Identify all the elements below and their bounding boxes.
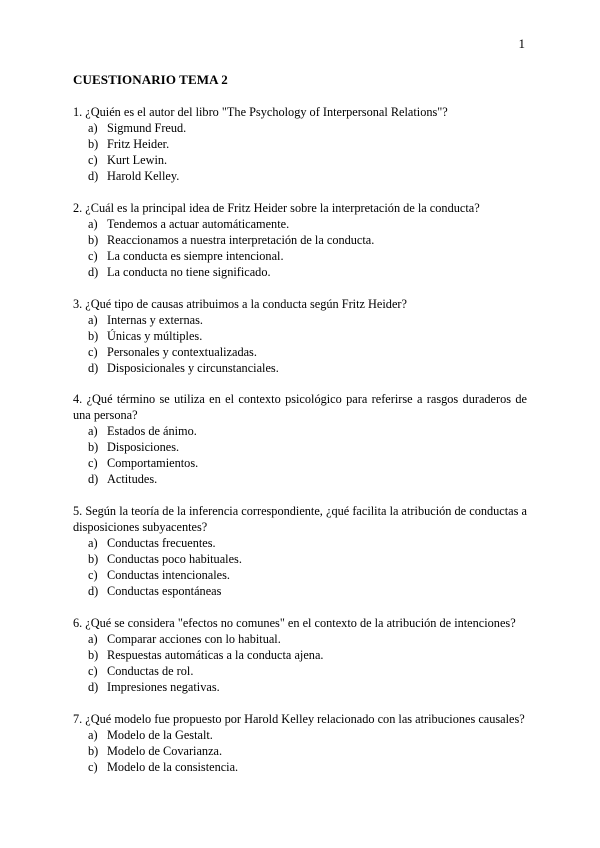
answer-option xyxy=(73,152,527,168)
option-letter: c) xyxy=(88,456,98,471)
answer-option xyxy=(73,328,527,344)
option-text: Conductas espontáneas xyxy=(107,584,222,599)
option-text: Fritz Heider. xyxy=(107,137,170,151)
option-letter: d) xyxy=(88,584,99,599)
option-letter: b) xyxy=(88,743,99,758)
option-list xyxy=(73,631,527,695)
question-text: 3. ¿Qué tipo de causas atribuimos a la conducta según Fritz Heider? xyxy=(73,296,407,311)
option-text: Reaccionamos a nuestra interpretación de la conducta. xyxy=(107,232,375,247)
answer-option xyxy=(73,264,527,280)
answer-option xyxy=(73,567,527,583)
answer-option xyxy=(73,535,527,551)
answer-option xyxy=(73,551,527,567)
answer-option xyxy=(73,168,527,184)
option-letter: d) xyxy=(88,360,99,375)
answer-option xyxy=(73,679,527,695)
option-list xyxy=(73,216,527,280)
answer-option xyxy=(73,583,527,599)
option-text: La conducta no tiene significado. xyxy=(107,264,271,279)
option-text: Modelo de la Gestalt. xyxy=(107,727,213,742)
option-letter: b) xyxy=(88,328,99,343)
question-text: 4. ¿Qué término se utiliza en el contexto psicológico para referirse a rasgos duraderos de una persona? xyxy=(73,392,527,423)
option-text: Conductas frecuentes. xyxy=(107,536,216,551)
option-letter: a) xyxy=(88,631,98,646)
answer-option xyxy=(73,120,527,136)
answer-option xyxy=(73,439,527,455)
option-letter: d) xyxy=(88,169,99,183)
option-text: Tendemos a actuar automáticamente. xyxy=(107,216,290,231)
option-letter: a) xyxy=(88,424,98,439)
option-letter: d) xyxy=(88,472,99,487)
option-list xyxy=(73,727,527,775)
answer-option xyxy=(73,344,527,360)
option-letter: c) xyxy=(88,248,98,263)
option-text: Actitudes. xyxy=(107,472,158,487)
option-text: Únicas y múltiples. xyxy=(107,328,203,343)
option-text: Estados de ánimo. xyxy=(107,424,197,439)
question-text: 5. Según la teoría de la inferencia correspondiente, ¿qué facilita la atribución de conductas a disposiciones subyacentes? xyxy=(73,504,527,535)
option-list xyxy=(73,120,527,184)
option-letter: c) xyxy=(88,663,98,678)
question-6 xyxy=(73,615,527,695)
option-text: Personales y contextualizadas. xyxy=(107,344,257,359)
option-text: Disposicionales y circunstanciales. xyxy=(107,360,279,375)
answer-option xyxy=(73,471,527,487)
answer-option xyxy=(73,647,527,663)
option-letter: c) xyxy=(88,759,98,774)
answer-option xyxy=(73,216,527,232)
option-text: La conducta es siempre intencional. xyxy=(107,248,284,263)
option-text: Disposiciones. xyxy=(107,440,180,455)
answer-option xyxy=(73,360,527,376)
document-title: CUESTIONARIO TEMA 2 xyxy=(73,72,228,87)
option-letter: b) xyxy=(88,552,99,567)
option-text: Comparar acciones con lo habitual. xyxy=(107,631,281,646)
question-1 xyxy=(73,104,527,184)
question-text: 6. ¿Qué se considera "efectos no comunes" en el contexto de la atribución de intenciones? xyxy=(73,615,516,630)
answer-option xyxy=(73,455,527,471)
question-text: 2. ¿Cuál es la principal idea de Fritz Heider sobre la interpretación de la conducta? xyxy=(73,200,480,215)
option-text: Kurt Lewin. xyxy=(107,153,168,167)
option-letter: a) xyxy=(88,312,98,327)
answer-option xyxy=(73,759,527,775)
option-text: Impresiones negativas. xyxy=(107,679,220,694)
answer-option xyxy=(73,136,527,152)
option-list xyxy=(73,423,527,487)
answer-option xyxy=(73,232,527,248)
answer-option xyxy=(73,743,527,759)
option-letter: a) xyxy=(88,216,98,231)
question-text: 1. ¿Quién es el autor del libro "The Psychology of Interpersonal Relations"? xyxy=(73,105,448,119)
option-text: Conductas de rol. xyxy=(107,663,194,678)
option-letter: b) xyxy=(88,440,99,455)
option-letter: a) xyxy=(88,536,98,551)
answer-option xyxy=(73,663,527,679)
option-list xyxy=(73,535,527,599)
answer-option xyxy=(73,727,527,743)
option-text: Conductas intencionales. xyxy=(107,568,230,583)
option-letter: b) xyxy=(88,137,99,151)
option-text: Conductas poco habituales. xyxy=(107,552,242,567)
option-list xyxy=(73,312,527,376)
option-text: Modelo de la consistencia. xyxy=(107,759,239,774)
option-letter: d) xyxy=(88,264,99,279)
question-2 xyxy=(73,200,527,280)
answer-option xyxy=(73,312,527,328)
option-letter: b) xyxy=(88,647,99,662)
question-text: 7. ¿Qué modelo fue propuesto por Harold Kelley relacionado con las atribuciones causales? xyxy=(73,711,525,726)
option-text: Internas y externas. xyxy=(107,312,203,327)
page-number: 1 xyxy=(518,36,525,51)
question-5 xyxy=(73,503,527,599)
answer-option xyxy=(73,423,527,439)
option-text: Harold Kelley. xyxy=(107,169,180,183)
option-letter: a) xyxy=(88,121,98,135)
answer-option xyxy=(73,248,527,264)
option-letter: c) xyxy=(88,153,98,167)
option-letter: a) xyxy=(88,727,98,742)
question-list xyxy=(73,104,527,791)
option-text: Modelo de Covarianza. xyxy=(107,743,223,758)
option-letter: c) xyxy=(88,568,98,583)
option-text: Respuestas automáticas a la conducta ajena. xyxy=(107,647,324,662)
question-4 xyxy=(73,391,527,487)
option-text: Comportamientos. xyxy=(107,456,199,471)
option-letter: d) xyxy=(88,679,99,694)
question-3 xyxy=(73,296,527,376)
option-text: Sigmund Freud. xyxy=(107,121,187,135)
option-letter: b) xyxy=(88,232,99,247)
answer-option xyxy=(73,631,527,647)
question-7 xyxy=(73,711,527,775)
option-letter: c) xyxy=(88,344,98,359)
